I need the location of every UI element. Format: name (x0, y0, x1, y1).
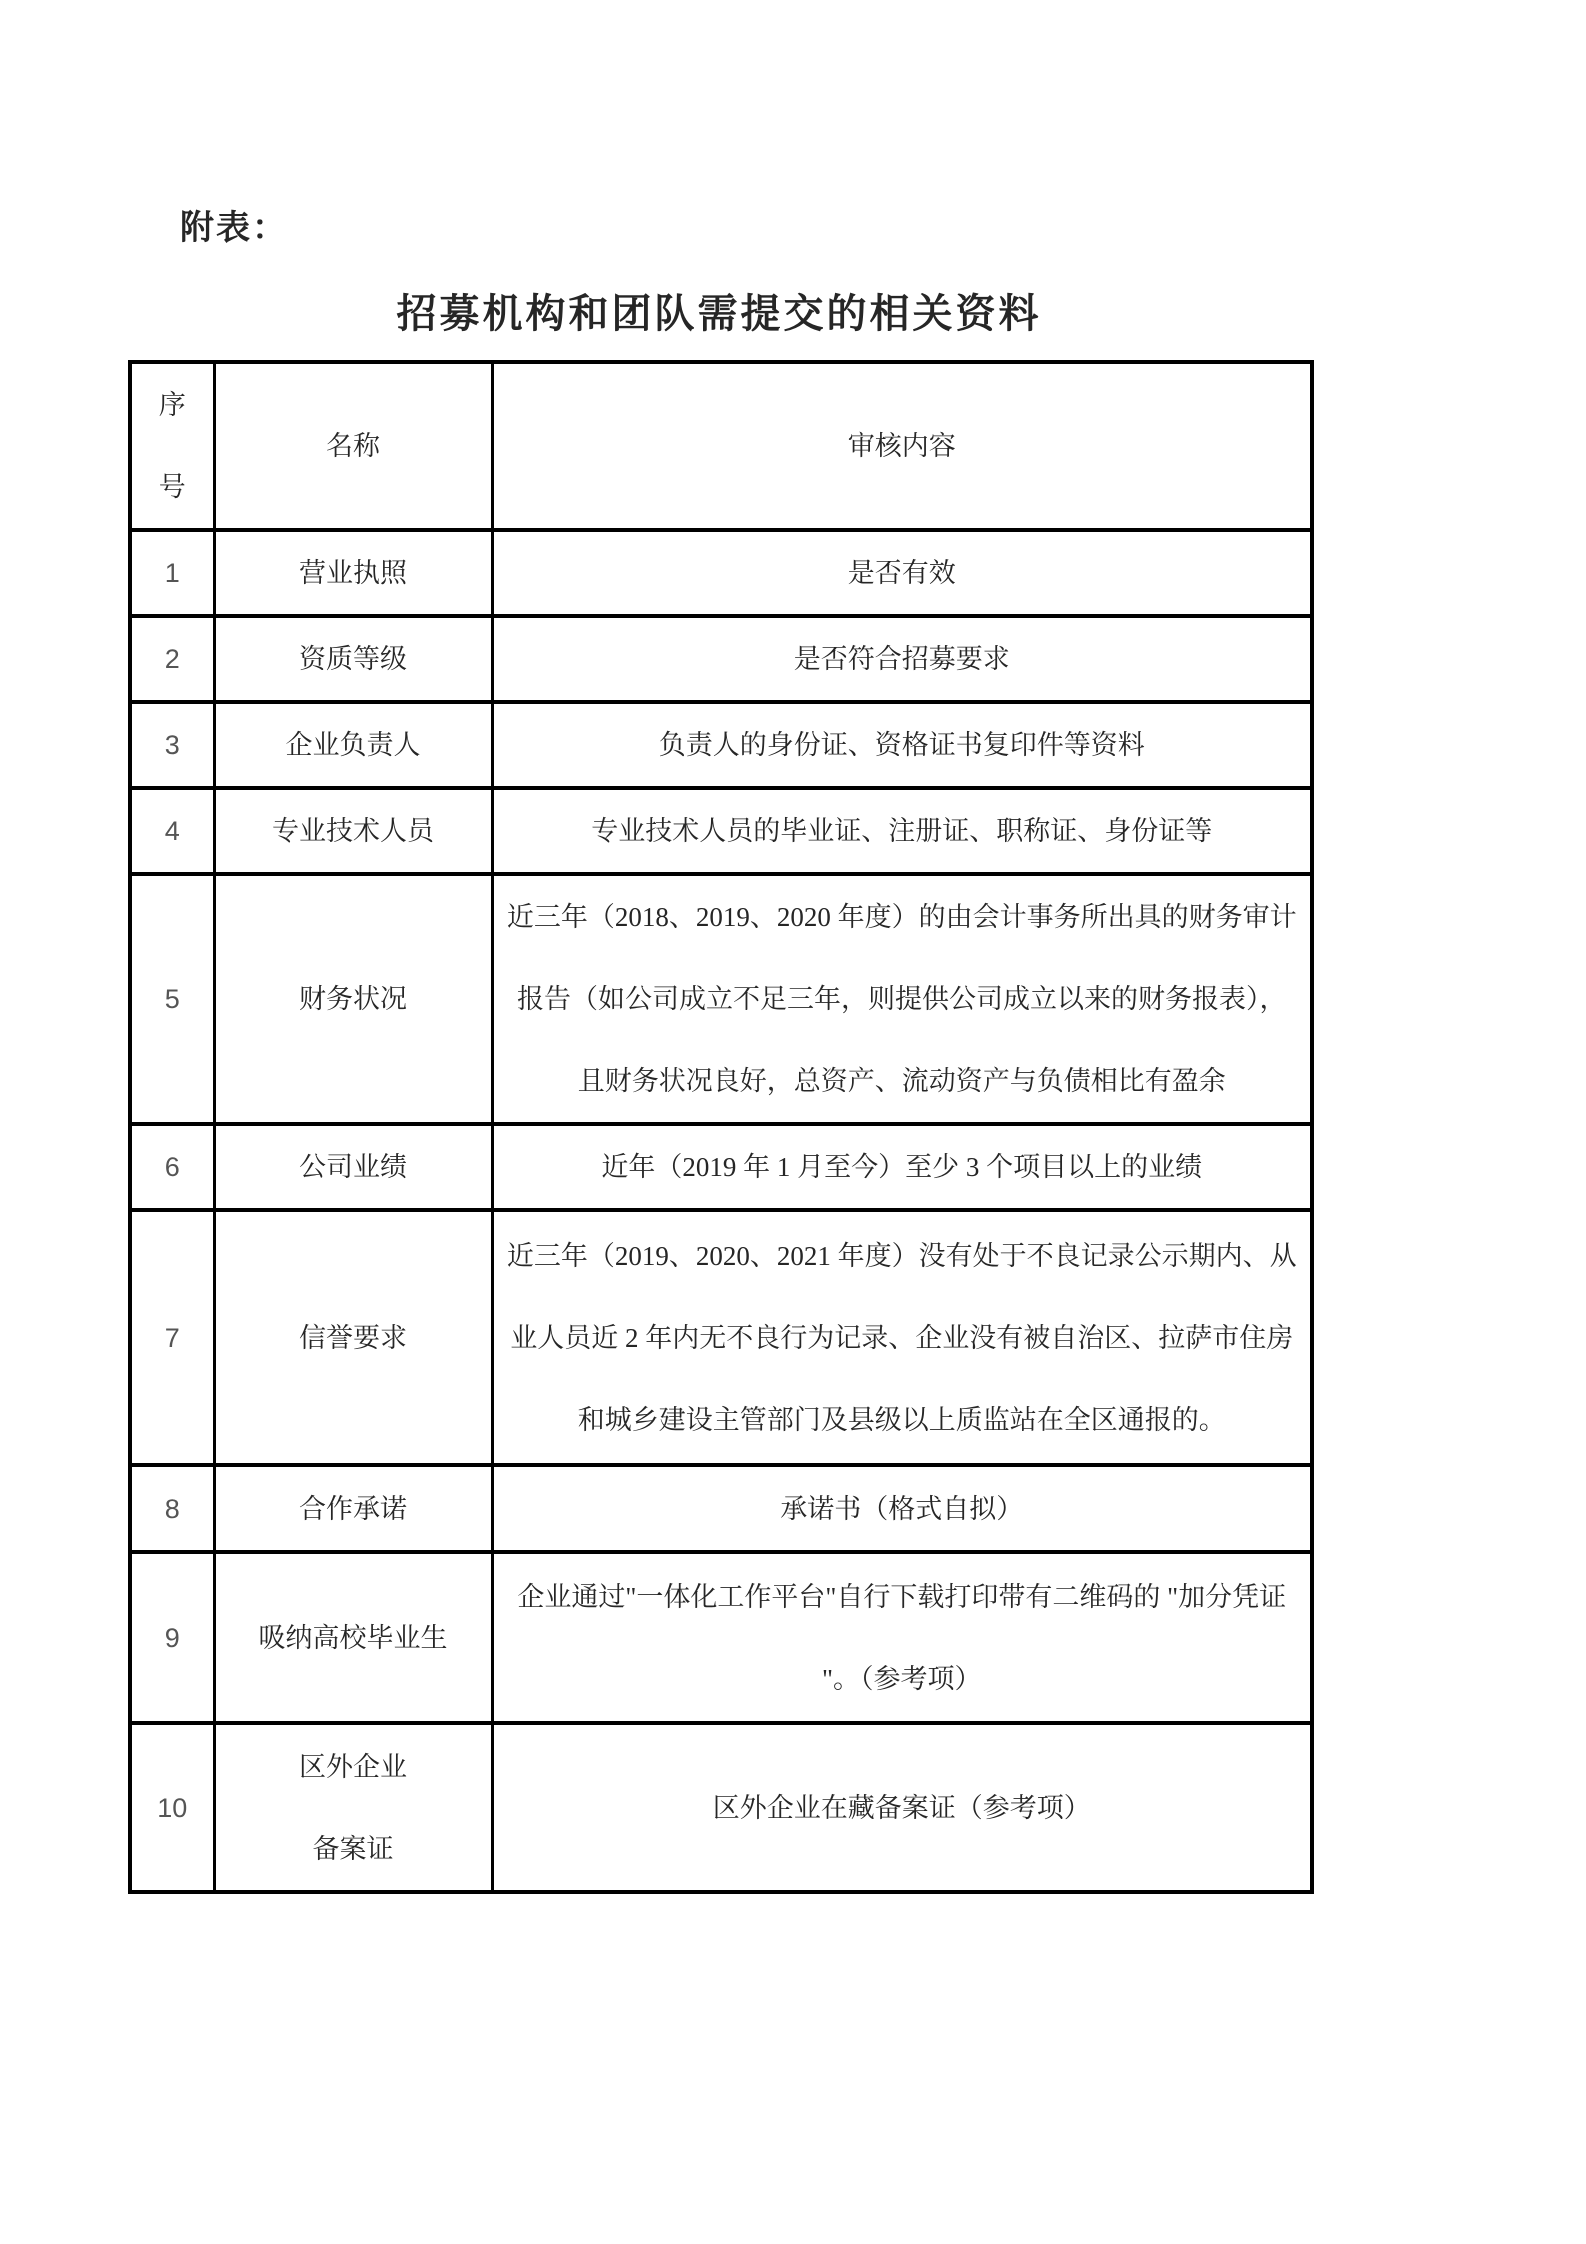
name-line: 企业负责人 (285, 730, 421, 760)
table-row (130, 1552, 1312, 1723)
name-cell (214, 1552, 492, 1723)
content-line: 是否有效 (847, 558, 956, 588)
content-line: 是否符合招募要求 (793, 644, 1010, 674)
content-cell (492, 1465, 1312, 1552)
name-cell (214, 616, 492, 702)
name-line: 财务状况 (299, 984, 407, 1014)
materials-table (128, 360, 1314, 1894)
table-row (130, 530, 1312, 616)
row-number: 8 (164, 1493, 180, 1524)
row-number: 9 (164, 1622, 180, 1653)
content-line: 承诺书（格式自拟） (780, 1493, 1024, 1524)
name-line: 备案证 (312, 1833, 394, 1864)
content-cell (492, 702, 1312, 788)
content-cell (492, 1124, 1312, 1210)
table-row (130, 1124, 1312, 1210)
row-number-cell (130, 702, 214, 788)
header-no-line-1: 序 (158, 390, 186, 420)
table-row (130, 616, 1312, 702)
row-number: 10 (157, 1792, 188, 1823)
row-number: 7 (164, 1322, 180, 1353)
name-cell (214, 1465, 492, 1552)
name-line: 吸纳高校毕业生 (258, 1622, 448, 1653)
table-row (130, 1465, 1312, 1552)
name-cell (214, 874, 492, 1124)
content-line: 报告（如公司成立不足三年，则提供公司成立以来的财务报表）， (517, 984, 1287, 1014)
name-line: 合作承诺 (299, 1493, 407, 1524)
name-cell (214, 1723, 492, 1892)
table-row (130, 874, 1312, 1124)
name-cell (214, 1124, 492, 1210)
table-row (130, 788, 1312, 874)
header-cell-name (214, 362, 492, 530)
content-line: 近三年（2019、2020、2021 年度）没有处于不良记录公示期内、从 (506, 1240, 1297, 1271)
name-line: 资质等级 (299, 644, 407, 674)
content-line: 和城乡建设主管部门及县级以上质监站在全区通报的。 (577, 1404, 1226, 1435)
header-cell-content (492, 362, 1312, 530)
content-line: 业人员近 2 年内无不良行为记录、企业没有被自治区、拉萨市住房 (510, 1322, 1294, 1353)
name-line: 专业技术人员 (272, 816, 434, 846)
row-number-cell (130, 874, 214, 1124)
page-title: 招募机构和团队需提交的相关资料 (396, 291, 1042, 336)
name-line: 区外企业 (299, 1751, 407, 1782)
row-number-cell (130, 616, 214, 702)
table-row (130, 1210, 1312, 1465)
row-number-cell (130, 1124, 214, 1210)
name-cell (214, 788, 492, 874)
content-cell (492, 788, 1312, 874)
attachment-label: 附表： (180, 210, 288, 247)
table-header-row (130, 362, 1312, 530)
content-line: 近年（2019 年 1 月至今）至少 3 个项目以上的业绩 (601, 1152, 1203, 1182)
content-cell (492, 874, 1312, 1124)
header-cell-no (130, 362, 214, 530)
content-cell (492, 1723, 1312, 1892)
row-number: 4 (164, 816, 180, 846)
name-line: 公司业绩 (299, 1152, 407, 1182)
table-row (130, 702, 1312, 788)
content-cell (492, 1552, 1312, 1723)
content-cell (492, 530, 1312, 616)
content-line: 且财务状况良好，总资产、流动资产与负债相比有盈余 (577, 1066, 1226, 1096)
row-number: 2 (164, 644, 180, 674)
row-number-cell (130, 1552, 214, 1723)
content-line: 区外企业在藏备案证（参考项） (712, 1792, 1091, 1823)
name-line: 营业执照 (299, 558, 407, 588)
header-no-line-2: 号 (158, 472, 186, 502)
content-line: 近三年（2018、2019、2020 年度）的由会计事务所出具的财务审计 (506, 902, 1297, 932)
table-row (130, 1723, 1312, 1892)
row-number-cell (130, 788, 214, 874)
name-cell (214, 702, 492, 788)
row-number-cell (130, 1465, 214, 1552)
content-cell (492, 1210, 1312, 1465)
name-cell (214, 530, 492, 616)
row-number: 6 (164, 1152, 180, 1182)
row-number-cell (130, 1210, 214, 1465)
row-number: 5 (164, 984, 180, 1014)
content-line: 企业通过"一体化工作平台"自行下载打印带有二维码的 "加分凭证 (517, 1581, 1287, 1612)
name-line: 信誉要求 (299, 1322, 407, 1353)
content-line: 专业技术人员的毕业证、注册证、职称证、身份证等 (591, 816, 1213, 846)
row-number-cell (130, 530, 214, 616)
header-content-label: 审核内容 (847, 431, 956, 461)
name-cell (214, 1210, 492, 1465)
row-number: 3 (164, 730, 180, 760)
row-number: 1 (164, 558, 180, 588)
content-line: "。（参考项） (821, 1663, 982, 1694)
header-name-label: 名称 (326, 431, 380, 461)
content-cell (492, 616, 1312, 702)
content-line: 负责人的身份证、资格证书复印件等资料 (658, 730, 1145, 760)
row-number-cell (130, 1723, 214, 1892)
